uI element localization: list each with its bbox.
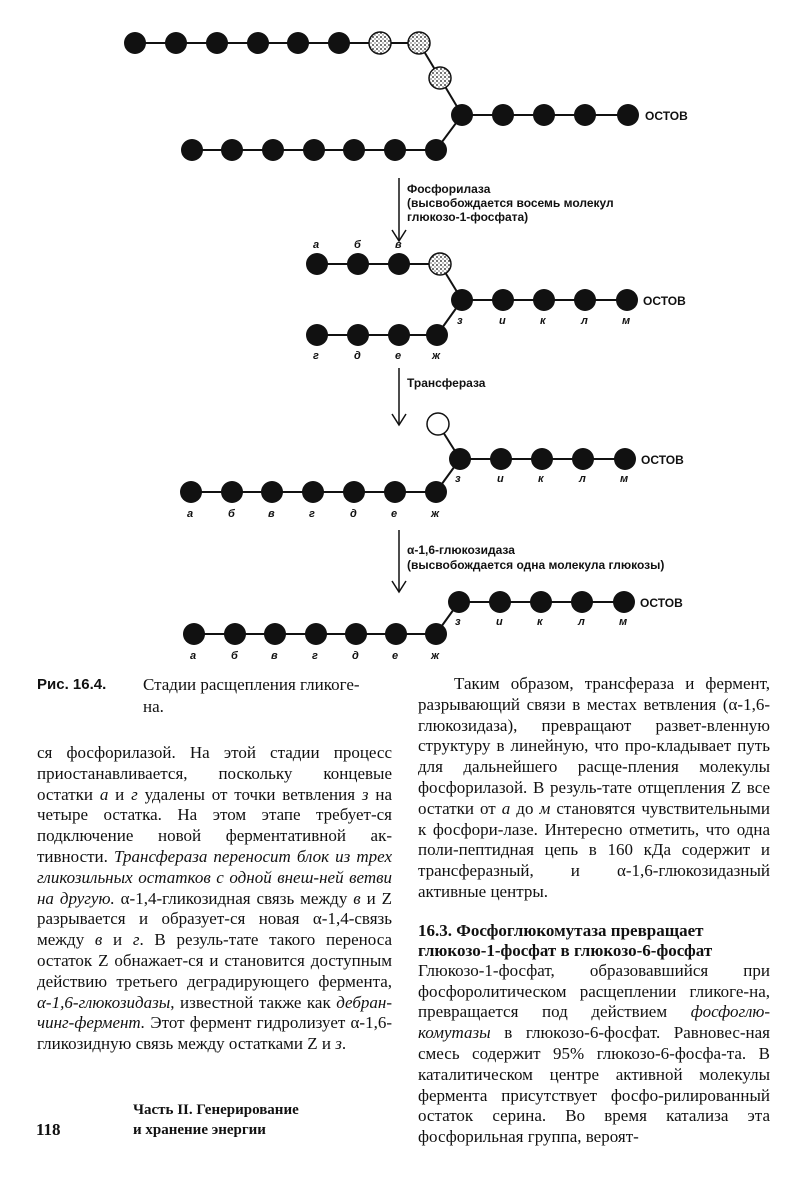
enzyme-note: (высвобождается восемь молекул xyxy=(407,196,614,210)
residue-letter: к xyxy=(537,616,543,628)
residue xyxy=(306,253,328,275)
caption-line: Стадии расщепления гликоге- xyxy=(143,675,360,694)
residue xyxy=(302,481,324,503)
enzyme-note: глюкозо-1-фосфата) xyxy=(407,210,529,224)
residue-letter: в xyxy=(268,508,275,520)
section-title xyxy=(418,921,770,961)
residue xyxy=(343,139,365,161)
residue xyxy=(533,104,555,126)
residue xyxy=(451,104,473,126)
residue xyxy=(384,481,406,503)
residue xyxy=(124,32,146,54)
residue-letter: л xyxy=(578,616,585,628)
residue xyxy=(388,253,410,275)
residue xyxy=(287,32,309,54)
residue-letter: б xyxy=(228,508,235,520)
residue-letter: л xyxy=(579,473,586,485)
residue-letter: л xyxy=(581,315,588,327)
residue-letter: и xyxy=(499,315,506,327)
residue xyxy=(306,324,328,346)
residue-letter: ж xyxy=(431,508,440,520)
residue-letter: в xyxy=(271,650,278,662)
residue xyxy=(385,623,407,645)
residue-letter: е xyxy=(391,508,398,520)
enzyme-label: α-1,6-глюкозидаза xyxy=(407,543,515,557)
figure-caption-text xyxy=(143,674,393,718)
residue xyxy=(449,448,471,470)
residue xyxy=(616,289,638,311)
residue xyxy=(426,324,448,346)
residue xyxy=(451,289,473,311)
residue xyxy=(261,481,283,503)
residue-letter: е xyxy=(395,350,402,362)
residue xyxy=(572,448,594,470)
running-footer xyxy=(133,1100,299,1140)
body-paragraph: Глюкозо-1-фосфат, образовавшийся при фосфоролитическом расщеплении гликоге-на, превращается под действием фосфоглю-комутазы в глюкозо-6-фосфат. Равновес-ная смесь содержит 95% глюкозо-6-фосфа-та. В каталитическом центре активной молекулы фермента присутствует фосфо-рилированный остаток серина. Во время катализа эта фосфорильная группа, вероят- xyxy=(418,960,770,1147)
stem-label: ОСТОВ xyxy=(640,596,683,610)
residue-letter: а xyxy=(190,650,197,662)
residue-letter: з xyxy=(455,616,461,628)
residue-letter: к xyxy=(538,473,544,485)
residue xyxy=(617,104,639,126)
enzyme-label: Трансфераза xyxy=(407,376,486,390)
residue xyxy=(181,139,203,161)
residue-letter: г xyxy=(309,508,315,520)
residue xyxy=(305,623,327,645)
residue xyxy=(206,32,228,54)
residue xyxy=(533,289,555,311)
stage-3 xyxy=(180,413,684,520)
section-title-line: 16.3. Фосфоглюкомутаза превращает xyxy=(418,920,704,940)
residue-letter: д xyxy=(352,650,359,662)
right-column xyxy=(418,674,770,1148)
residue-speckled xyxy=(429,253,451,275)
left-column xyxy=(37,743,392,1055)
residue xyxy=(489,591,511,613)
residue xyxy=(221,139,243,161)
residue-letter: м xyxy=(622,315,631,327)
enzyme-label: Фосфорилаза xyxy=(407,182,491,196)
residue xyxy=(221,481,243,503)
residue xyxy=(614,448,636,470)
residue xyxy=(180,481,202,503)
residue xyxy=(303,139,325,161)
residue-letter: и xyxy=(497,473,504,485)
residue-letter: ж xyxy=(431,650,440,662)
figure-caption-label: Рис. 16.4. xyxy=(37,676,107,693)
residue xyxy=(425,623,447,645)
residue xyxy=(425,481,447,503)
residue-letter: г xyxy=(313,350,319,362)
residue-letter: ж xyxy=(432,350,441,362)
residue xyxy=(425,139,447,161)
residue-letter: з xyxy=(457,315,463,327)
enzyme-note: (высвобождается одна молекула глюкозы) xyxy=(407,558,665,572)
residue xyxy=(613,591,635,613)
arrow-phosphorylase xyxy=(392,178,614,241)
residue xyxy=(571,591,593,613)
stage-1 xyxy=(124,32,688,161)
stem-label: ОСТОВ xyxy=(645,109,688,123)
residue-speckled xyxy=(408,32,430,54)
residue-letter: а xyxy=(313,239,320,251)
residue-letter: б xyxy=(231,650,238,662)
residue-letter: а xyxy=(187,508,194,520)
residue xyxy=(574,289,596,311)
residue xyxy=(343,481,365,503)
residue-letter: е xyxy=(392,650,399,662)
residue xyxy=(492,104,514,126)
arrow-debranching xyxy=(392,530,664,592)
stage-4 xyxy=(183,591,683,662)
footer-line: и хранение энергии xyxy=(133,1122,266,1138)
stem-label: ОСТОВ xyxy=(641,453,684,467)
caption-line: на. xyxy=(143,697,164,716)
stage-2 xyxy=(306,239,686,362)
section-title-line: глюкозо-1-фосфат в глюкозо-6-фосфат xyxy=(418,940,713,960)
residue-letter: в xyxy=(395,239,402,251)
residue xyxy=(345,623,367,645)
residue-letter: м xyxy=(620,473,629,485)
residue-letter: з xyxy=(455,473,461,485)
residue-letter: г xyxy=(312,650,318,662)
page-number: 118 xyxy=(36,1120,61,1139)
residue-letter: к xyxy=(540,315,546,327)
residue xyxy=(388,324,410,346)
residue xyxy=(531,448,553,470)
residue xyxy=(165,32,187,54)
residue xyxy=(574,104,596,126)
residue xyxy=(490,448,512,470)
residue-letter: б xyxy=(354,239,361,251)
residue xyxy=(448,591,470,613)
residue xyxy=(328,32,350,54)
residue xyxy=(492,289,514,311)
residue xyxy=(384,139,406,161)
residue-letter: д xyxy=(354,350,361,362)
residue-speckled xyxy=(369,32,391,54)
body-paragraph: Таким образом, трансфераза и фермент, разрывающий связи в местах ветвления (α-1,6-глюкозидаза), превращают развет-вленную структуру в линейную, что про-кладывает путь для дальнейшего расще-пления молекулы фосфорилазой. В резуль-тате отщепления Z все остатки от а до м становятся чувствительными к фосфори-лазе. Интересно отметить, что одна поли-пептидная цепь в 160 кДа содержит и трансферазный, и α-1,6-глюкозидазный активные центры. xyxy=(418,674,770,901)
residue-letter: и xyxy=(496,616,503,628)
residue xyxy=(347,324,369,346)
residue xyxy=(183,623,205,645)
residue-open xyxy=(427,413,449,435)
stem-label: ОСТОВ xyxy=(643,294,686,308)
residue xyxy=(530,591,552,613)
residue-letter: д xyxy=(350,508,357,520)
residue xyxy=(262,139,284,161)
residue xyxy=(347,253,369,275)
residue xyxy=(264,623,286,645)
residue xyxy=(224,623,246,645)
residue-speckled xyxy=(429,67,451,89)
residue-letter: м xyxy=(619,616,628,628)
footer-line: Часть II. Генерирование xyxy=(133,1102,299,1118)
residue xyxy=(247,32,269,54)
body-paragraph: ся фосфорилазой. На этой стадии процесс приостанавливается, поскольку концевые остатки а и г удалены от точки ветвления з на четыре остатка. На этом этапе требует-ся подключение новой ферментативной ак-тивности. Трансфераза переносит блок из трех гликозильных остатков с одной внеш-ней ветви на другую. α-1,4-гликозидная связь между в и Z разрывается и образует-ся новая α-1,4-связь между в и г. В резуль-тате такого переноса остаток Z обнажает-ся и становится доступным действию третьего деградирующего фермента, α-1,6-глюкозидазы, известной также как дебран-чинг-фермент. Этот фермент гидролизует α-1,6-гликозидную связь между остатками Z и з. xyxy=(37,743,393,1054)
